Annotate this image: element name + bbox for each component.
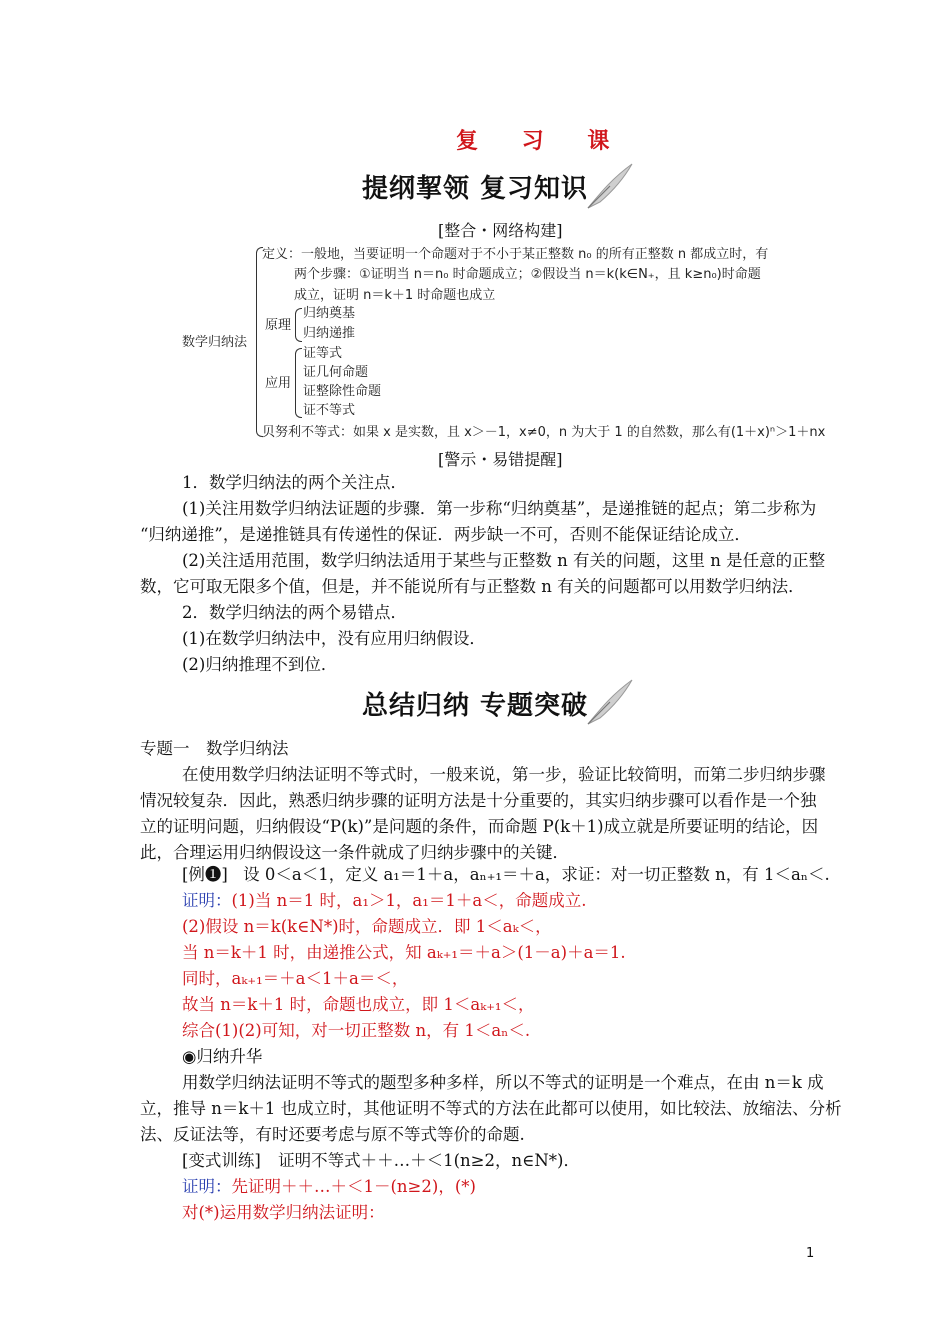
proof-step: 综合(1)(2)可知，对一切正整数 n，有 1＜aₙ＜. <box>182 1021 531 1040</box>
summary-line: 立，推导 n＝k＋1 也成立时，其他证明不等式的方法在此都可以使用，如比较法、放缩法、分析 <box>140 1099 842 1118</box>
proof-label: 证明： <box>182 891 232 910</box>
tree-application-item: 证几何命题 <box>303 365 369 380</box>
tree-principle-label: 原理 <box>265 318 292 333</box>
tree-principle-brace <box>295 308 302 342</box>
tree-application-brace <box>295 348 302 418</box>
proof-line <box>182 888 586 914</box>
tree-application-item: 证等式 <box>303 346 343 361</box>
variant-line <box>182 1148 580 1174</box>
quill-pen-icon <box>580 674 640 730</box>
warning-line: 数，它可取无限多个值，但是，并不能说所有与正整数 n 有关的问题都可以用数学归纳法． <box>140 577 805 596</box>
section-banner-review: 提纲挈领 复习知识 <box>362 174 589 204</box>
section-label-integration: [整合・网络构建] <box>438 221 563 240</box>
tree-principle-item: 归纳奠基 <box>303 306 356 321</box>
warning-line: (1)关注用数学归纳法证题的步骤．第一步称“归纳奠基”，是递推链的起点；第二步称为 <box>182 499 817 518</box>
tree-definition-line: 成立，证明 n＝k＋1 时命题也成立 <box>294 288 496 303</box>
topic-title: 专题一 数学归纳法 <box>140 739 289 758</box>
proof-step: 故当 n＝k＋1 时，命题也成立，即 1＜aₖ₊₁＜， <box>182 995 535 1014</box>
warning-line: 2．数学归纳法的两个易错点． <box>182 603 407 622</box>
variant-label: [变式训练] <box>182 1151 261 1170</box>
variant-proof-line <box>182 1174 476 1200</box>
summary-label: ◉归纳升华 <box>182 1047 263 1066</box>
tree-definition-line: 定义：一般地，当要证明一个命题对于不小于某正整数 n₀ 的所有正整数 n 都成立时，有 <box>262 247 769 262</box>
summary-line: 用数学归纳法证明不等式的题型多种多样，所以不等式的证明是一个难点，在由 n＝k 成 <box>182 1073 824 1092</box>
variant-proof-step: 先证明＋＋…＋＜1－(n≥2)，(*) <box>231 1177 476 1196</box>
topic-line: 情况较复杂．因此，熟悉归纳步骤的证明方法是十分重要的，其实归纳步骤可以看作是一个独 <box>140 791 817 810</box>
topic-line: 在使用数学归纳法证明不等式时，一般来说，第一步，验证比较简明，而第二步归纳步骤 <box>182 765 826 784</box>
topic-line: 立的证明问题，归纳假设“P(k)”是问题的条件，而命题 P(k＋1)成立就是所要证明的结论，因 <box>140 817 819 836</box>
example-line <box>182 862 830 888</box>
tree-application-item: 证不等式 <box>303 403 356 418</box>
tree-root-brace <box>256 247 263 437</box>
tree-application-item: 证整除性命题 <box>303 384 382 399</box>
variant-proof-label: 证明： <box>182 1177 232 1196</box>
proof-step: 当 n＝k＋1 时，由递推公式，知 aₖ₊₁＝＋a＞(1－a)＋a＝1. <box>182 943 626 962</box>
warning-line: (1)在数学归纳法中，没有应用归纳假设． <box>182 629 486 648</box>
warning-line: (2)关注适用范围，数学归纳法适用于某些与正整数 n 有关的问题，这里 n 是任意的正整 <box>182 551 826 570</box>
variant-proof-step: 对(*)运用数学归纳法证明： <box>182 1203 385 1222</box>
variant-text: 证明不等式＋＋…＋＜1(n≥2，n∈N*)． <box>278 1151 580 1170</box>
proof-step: 同时，aₖ₊₁＝＋a＜1＋a＝＜， <box>182 969 409 988</box>
quill-pen-icon <box>580 158 640 214</box>
example-text: 设 0＜a＜1，定义 a₁＝1＋a，aₙ₊₁＝＋a，求证：对一切正整数 n，有 1＜aₙ＜. <box>243 865 830 884</box>
tree-principle-item: 归纳递推 <box>303 326 356 341</box>
page-number: 1 <box>806 1246 815 1261</box>
section-label-warning: [警示・易错提醒] <box>438 450 563 469</box>
topic-line: 此，合理运用归纳假设这一条件就成了归纳步骤中的关键． <box>140 843 569 862</box>
summary-line: 法、反证法等，有时还要考虑与原不等式等价的命题. <box>140 1125 525 1144</box>
tree-bernoulli: 贝努利不等式：如果 x 是实数，且 x＞－1，x≠0，n 为大于 1 的自然数，那么有(1＋x)ⁿ＞1＋nx <box>262 425 826 440</box>
warning-line: (2)归纳推理不到位． <box>182 655 338 674</box>
proof-step: (1)当 n＝1 时，a₁＞1，a₁＝1＋a＜，命题成立. <box>231 891 587 910</box>
page-title: 复 习 课 <box>456 128 628 154</box>
tree-application-label: 应用 <box>265 376 292 391</box>
proof-step: (2)假设 n＝k(k∈N*)时，命题成立．即 1＜aₖ＜， <box>182 917 552 936</box>
section-banner-summary: 总结归纳 专题突破 <box>362 691 589 721</box>
warning-line: “归纳递推”，是递推链具有传递性的保证．两步缺一不可，否则不能保证结论成立． <box>140 525 751 544</box>
warning-line: 1．数学归纳法的两个关注点． <box>182 473 407 492</box>
example-label: [例❶] <box>182 865 228 884</box>
tree-root: 数学归纳法 <box>182 335 248 350</box>
tree-definition-line: 两个步骤：①证明当 n＝n₀ 时命题成立；②假设当 n＝k(k∈N₊，且 k≥n₀)时命题 <box>294 267 761 282</box>
